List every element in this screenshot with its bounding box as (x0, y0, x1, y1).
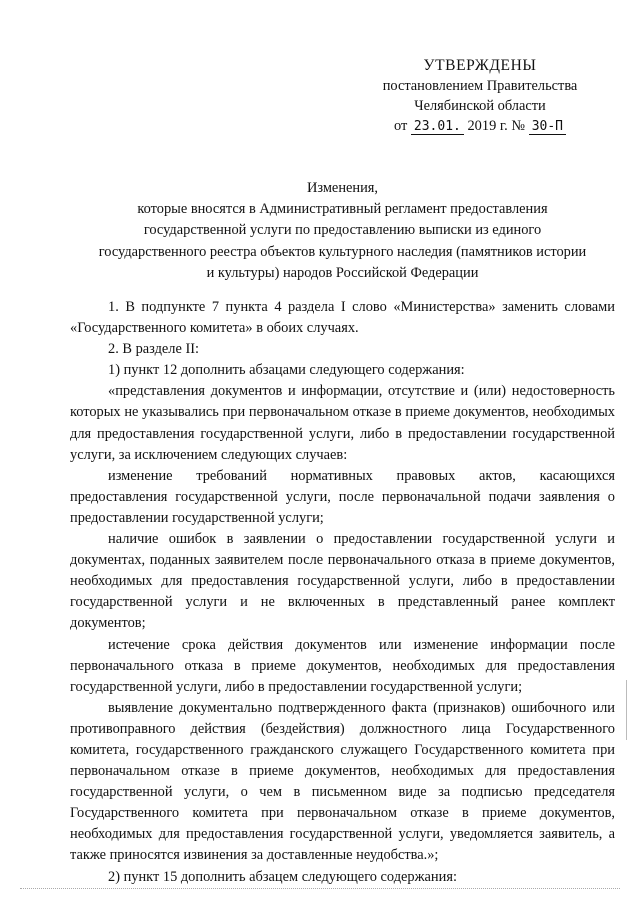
decree-number: 30-П (529, 119, 566, 135)
paragraph: 1) пункт 12 дополнить абзацами следующего содержания: (108, 362, 465, 379)
paragraph: 2. В разделе II: (108, 341, 200, 358)
approval-block (365, 56, 595, 137)
approval-title: УТВЕРЖДЕНЫ (423, 57, 537, 74)
paragraph: наличие ошибок в заявлении о предоставлении государственной услуги и документах, поданных заявителем после первоначального отказа в приеме документов, необходимых для предоставления государственной услуги, либо в предоставлении государственной услуги и не включенных в представленный ранее комплект документов; (70, 531, 615, 632)
scan-artifact (626, 680, 627, 740)
approval-region: Челябинской области (414, 98, 546, 114)
document-body (70, 297, 615, 888)
paragraph: 1. В подпункте 7 пункта 4 раздела I слово «Министерства» заменить словами «Государственного комитета» в обоих случаях. (70, 299, 615, 337)
date-year: 2019 г. № (467, 118, 526, 134)
paragraph: «представления документов и информации, отсутствие и (или) недостоверность которых не указывались при первоначальном отказе в приеме документов, необходимых для предоставления государственной услуги, либо в предоставлении государственной услуги, за исключением следующих случаев: (70, 383, 615, 463)
paragraph: 2) пункт 15 дополнить абзацем следующего содержания: (108, 868, 457, 885)
paragraph: истечение срока действия документов или изменение информации после первоначального отказа в приеме документов, необходимых для предоставления государственной услуги, либо в предоставлении государственной услуги; (70, 636, 615, 695)
heading-line-2: которые вносятся в Административный регламент предоставления (137, 201, 548, 218)
paragraph: выявление документально подтвержденного факта (признаков) ошибочного или противоправного действия (бездействия) должностного лица Государственного комитета, государственного гражданского служащего Государственного комитета при первоначальном отказе в приеме документов, необходимых для предоставления государственной услуги, о чем в письменном виде за подписью председателя Государственного комитета при первоначальном отказе в приеме документов, необходимых для предоставления государственной услуги, уведомляется заявитель, а также приносятся извинения за доставленные неудобства.»; (70, 699, 615, 864)
document-heading (70, 178, 615, 284)
heading-line-3: государственной услуги по предоставлению выписки из единого (143, 222, 542, 239)
heading-line-5: и культуры) народов Российской Федерации (206, 264, 479, 281)
approval-date-line (365, 116, 595, 137)
paragraph: изменение требований нормативных правовых актов, касающихся предоставления государственной услуги, после первоначальной подачи заявления о предоставлении государственной услуги; (70, 467, 615, 526)
date-prefix: от (394, 118, 408, 134)
footer-divider (20, 888, 620, 889)
date-value: 23.01. (411, 119, 464, 135)
approval-authority: постановлением Правительства (382, 78, 578, 94)
heading-line-1: Изменения, (306, 180, 379, 196)
heading-line-4: государственного реестра объектов культурного наследия (памятников истории (98, 243, 587, 260)
